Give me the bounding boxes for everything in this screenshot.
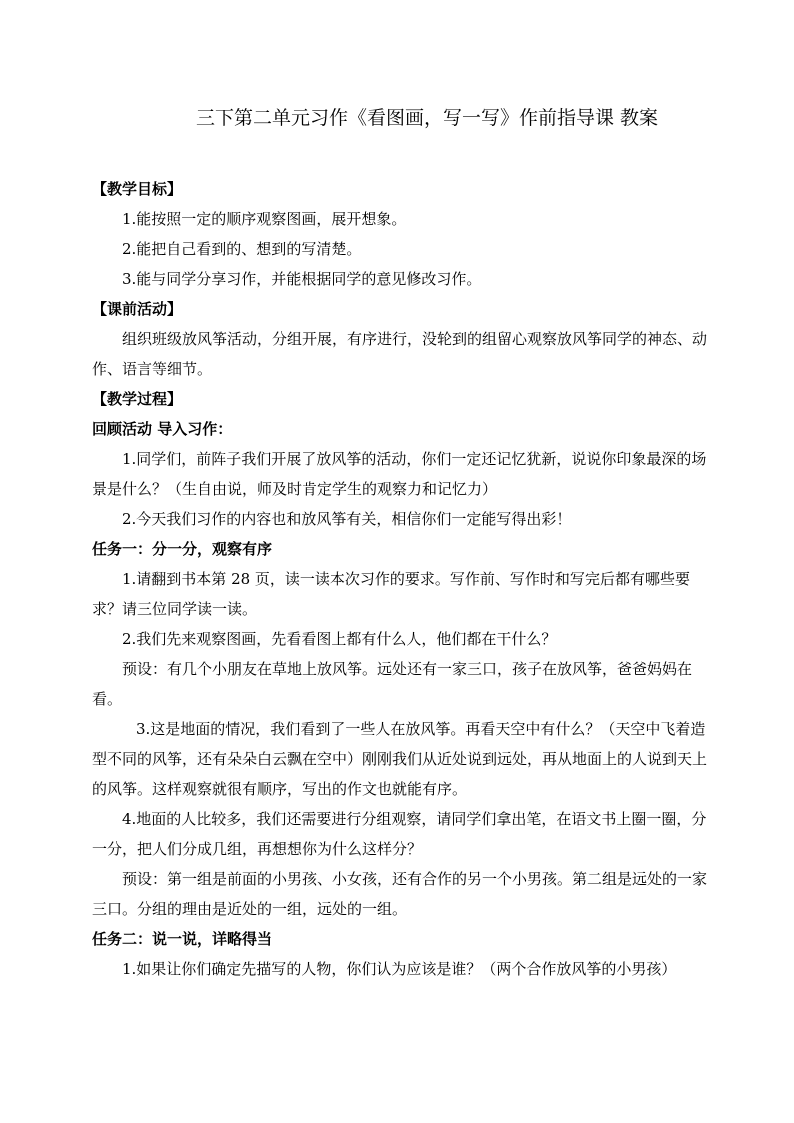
task1-item: 预设：第一组是前面的小男孩、小女孩，还有合作的另一个小男孩。第二组是远处的一家三口。分组的理由是近处的一组，远处的一组。 bbox=[92, 870, 708, 918]
task1-item: 预设：有几个小朋友在草地上放风筝。远处还有一家三口，孩子在放风筝，爸爸妈妈在看。 bbox=[92, 660, 693, 708]
task2-item: 1.如果让你们确定先描写的人物，你们认为应该是谁？（两个合作放风筝的小男孩） bbox=[122, 960, 677, 978]
process-heading: 【教学过程】 bbox=[92, 390, 183, 408]
task1-item: 1.请翻到书本第 28 页，读一读本次习作的要求。写作前、写作时和写完后都有哪些要求？请三位同学读一读。 bbox=[92, 570, 690, 618]
goal-item: 3.能与同学分享习作，并能根据同学的意见修改习作。 bbox=[122, 270, 482, 288]
task1-item: 3.这是地面的情况，我们看到了一些人在放风筝。再看天空中有什么？（天空中飞着造型不同的风筝，还有朵朵白云飘在空中）刚刚我们从近处说到远处，再从地面上的人说到天上的风筝。这样观察就很有顺序，写出的作文也就能有序。 bbox=[92, 720, 708, 798]
review-item: 2.今天我们习作的内容也和放风筝有关，相信你们一定能写得出彩！ bbox=[122, 510, 572, 528]
task2-heading: 任务二：说一说，详略得当 bbox=[92, 930, 273, 948]
task1-item: 4.地面的人比较多，我们还需要进行分组观察，请同学们拿出笔，在语文书上圈一圈，分一分，把人们分成几组，再想想你为什么这样分？ bbox=[92, 810, 707, 858]
goal-item: 2.能把自己看到的、想到的写清楚。 bbox=[122, 240, 362, 258]
task1-item: 2.我们先来观察图画，先看看图上都有什么人，他们都在干什么？ bbox=[122, 630, 557, 648]
task1-heading: 任务一：分一分，观察有序 bbox=[92, 540, 273, 558]
pre-activity-heading: 【课前活动】 bbox=[92, 300, 183, 318]
review-heading: 回顾活动 导入习作： bbox=[92, 420, 233, 438]
document-body bbox=[92, 174, 707, 984]
page-title: 三下第二单元习作《看图画，写一写》作前指导课 教案 bbox=[195, 107, 659, 129]
pre-activity-text: 组织班级放风筝活动，分组开展，有序进行，没轮到的组留心观察放风筝同学的神态、动作、语言等细节。 bbox=[92, 330, 708, 378]
goals-heading: 【教学目标】 bbox=[92, 180, 183, 198]
goal-item: 1.能按照一定的顺序观察图画，展开想象。 bbox=[122, 210, 407, 228]
review-item: 1.同学们，前阵子我们开展了放风筝的活动，你们一定还记忆犹新，说说你印象最深的场景是什么？（生自由说，师及时肯定学生的观察力和记忆力） bbox=[92, 450, 707, 498]
